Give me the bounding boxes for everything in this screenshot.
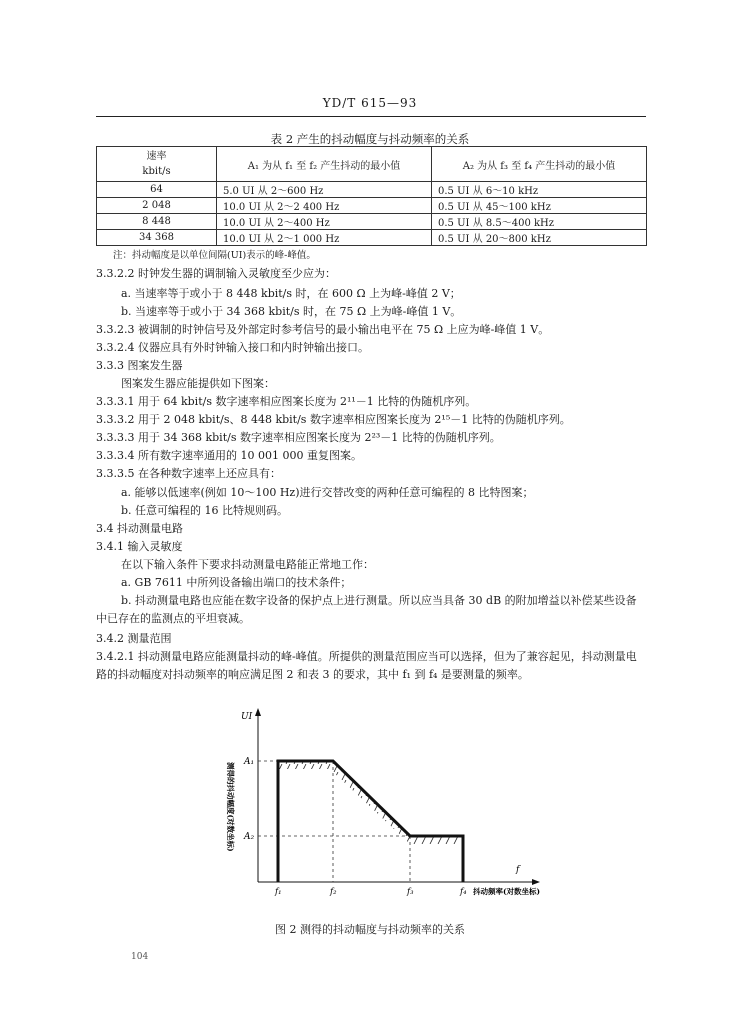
clause-3-3-3-2: 3.3.3.2 用于 2 048 kbit/s、8 448 kbit/s 数字速率相应图案长度为 2¹⁵－1 比特的伪随机序列。 [96,413,571,426]
a1-cell: 10.0 UI 从 2～2 400 Hz [217,198,432,214]
input-conditions: 在以下输入条件下要求抖动测量电路能正常地工作： [121,558,374,571]
table-row [97,230,647,246]
item-b-paragraph: b. 抖动测量电路也应能在数字设备的保护点上进行测量。所以应当具备 30 dB 的附加增益以补偿某些设备中已存在的监测点的平坦衰减。 [96,594,637,625]
f3-tick-label: f₃ [407,887,414,897]
clause-3-3-2-2: 3.3.2.2 时钟发生器的调制输入灵敏度至少应为： [96,267,336,280]
a2-label: A₂ [244,832,255,842]
table-row [97,198,647,214]
table-caption: 表 2 产生的抖动幅度与抖动频率的关系 [270,132,470,146]
item-b: b. 当速率等于或小于 34 368 kbit/s 时，在 75 Ω 上为峰-峰值 1 V。 [121,305,462,318]
y-axis-unit: UI [241,712,253,722]
f1-tick-label: f₁ [275,887,282,897]
f2-tick-label: f₂ [330,887,337,897]
clause-3-3-3-heading: 3.3.3 图案发生器 [96,359,183,372]
x-axis-label: 抖动频率(对数坐标) [473,887,541,896]
rate-header-label: 速率 [146,151,167,162]
a2-cell: 0.5 UI 从 45～100 kHz [432,198,647,214]
table-header-row [97,147,647,182]
a1-label: A₁ [244,757,255,767]
a2-cell: 0.5 UI 从 6～10 kHz [432,182,647,198]
clause-3-4-1-heading: 3.4.1 输入灵敏度 [96,540,183,553]
rate-cell: 34 368 [97,230,217,246]
item-b: b. 任意可编程的 16 比特规则码。 [121,504,289,517]
rate-cell: 8 448 [97,214,217,230]
guide-lines [258,761,463,882]
f-axis-label: f [516,865,520,875]
clause-3-4-2-1: 3.4.2.1 抖动测量电路应能测量抖动的峰-峰值。所提供的测量范围应当可以选择，但为了兼容起见，抖动测量电路的抖动幅度对抖动频率的响应满足图 2 和表 3 的要求，其中 f₁ 到 f₄ 是要测量的频率。 [96,650,637,681]
y-axis-label: 测得的抖动幅度(对数坐标) [226,762,235,852]
f4-tick-label: f₄ [460,887,467,897]
rate-header [97,147,217,182]
a2-cell: 0.5 UI 从 20～800 kHz [432,230,647,246]
a2-cell: 0.5 UI 从 8.5～400 kHz [432,214,647,230]
item-a: a. GB 7611 中所列设备输出端口的技术条件； [121,576,352,589]
a1-header: A₁ 为从 f₁ 至 f₂ 产生抖动的最小值 [217,147,432,182]
a2-header: A₂ 为从 f₃ 至 f₄ 产生抖动的最小值 [432,147,647,182]
figure-caption: 图 2 测得的抖动幅度与抖动频率的关系 [275,923,465,936]
clause-3-3-3-3: 3.3.3.3 用于 34 368 kbit/s 数字速率相应图案长度为 2²³－1 比特的伪随机序列。 [96,431,501,444]
clause-3-3-3-5: 3.3.3.5 在各种数字速率上还应具有： [96,467,281,480]
item-a: a. 能够以低速率(例如 10～100 Hz)进行交替改变的两种任意可编程的 8 比特图案； [121,486,534,499]
jitter-table [96,146,647,246]
x-axis-arrow-icon [532,879,540,885]
header-rule [96,116,646,117]
a1-cell: 10.0 UI 从 2～1 000 Hz [217,230,432,246]
clause-3-4-heading: 3.4 抖动测量电路 [96,522,183,535]
table-row [97,182,647,198]
table-note: 注：抖动幅度是以单位间隔(UI)表示的峰-峰值。 [113,250,316,261]
jitter-response-figure [220,700,550,910]
item-a: a. 当速率等于或小于 8 448 kbit/s 时，在 600 Ω 上为峰-峰值 2 V； [121,287,461,300]
response-curve [278,761,463,882]
clause-3-3-3-1: 3.3.3.1 用于 64 kbit/s 数字速率相应图案长度为 2¹¹－1 比特的伪随机序列。 [96,395,477,408]
clause-3-4-2-heading: 3.4.2 测量范围 [96,632,172,645]
standard-number: YD/T 615—93 [322,96,418,110]
clause-3-3-3-4: 3.3.3.4 所有数字速率通用的 10 001 000 重复图案。 [96,449,362,462]
rate-cell: 64 [97,182,217,198]
y-axis-arrow-icon [255,708,261,716]
hatch-area [278,761,463,844]
clause-3-3-2-4: 3.3.2.4 仪器应具有外时钟输入接口和内时钟输出接口。 [96,341,369,354]
pattern-intro: 图案发生器应能提供如下图案： [121,377,275,390]
page-number: 104 [131,952,149,962]
rate-cell: 2 048 [97,198,217,214]
clause-3-3-2-3: 3.3.2.3 被调制的时钟信号及外部定时参考信号的最小输出电平在 75 Ω 上应为峰-峰值 1 V。 [96,323,550,336]
rate-header-unit: kbit/s [142,166,171,177]
a1-cell: 5.0 UI 从 2～600 Hz [217,182,432,198]
table-row [97,214,647,230]
a1-cell: 10.0 UI 从 2～400 Hz [217,214,432,230]
